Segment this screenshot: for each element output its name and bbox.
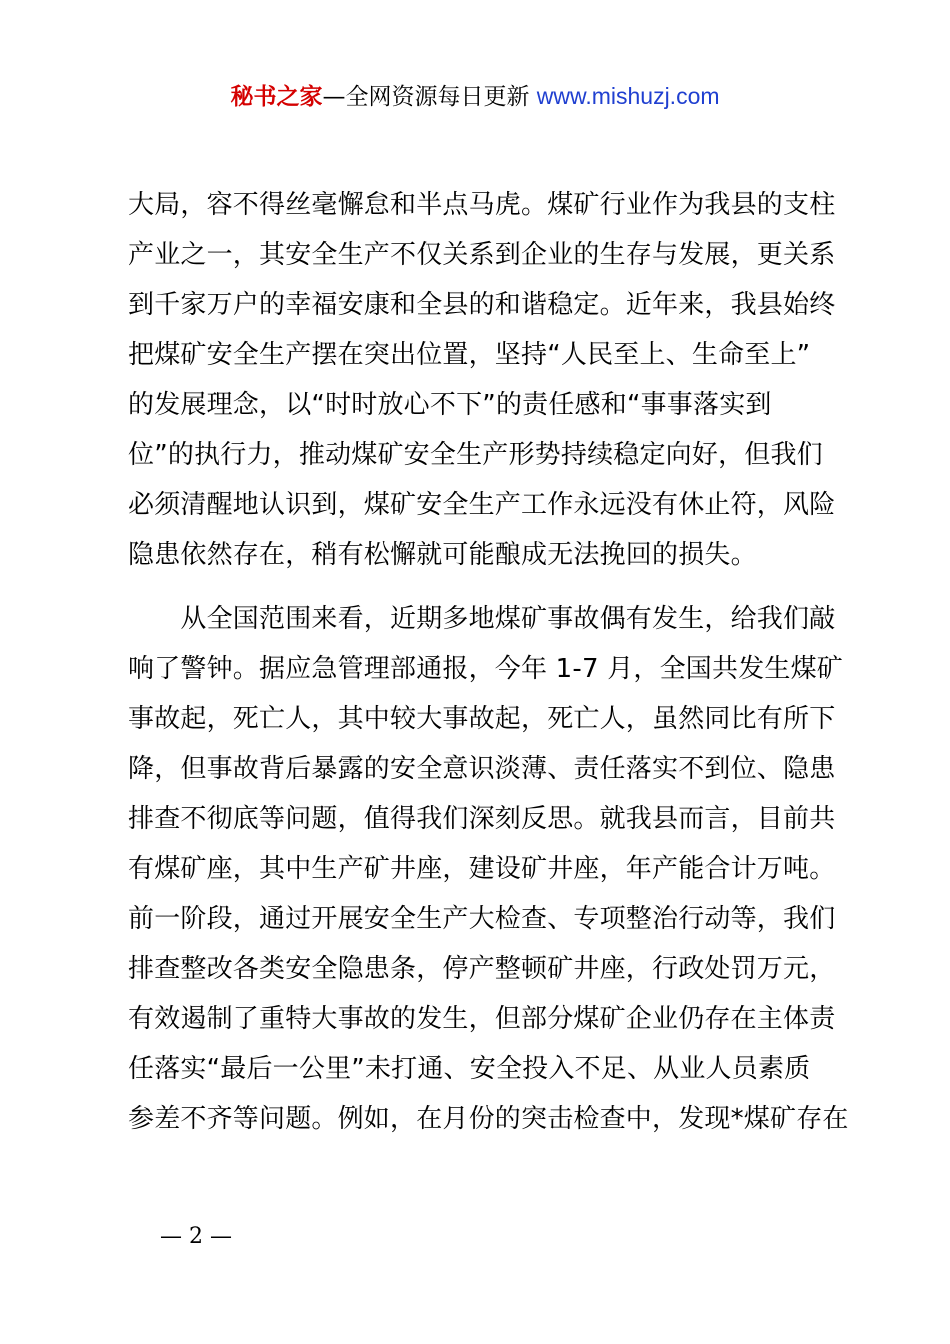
document-body (128, 180, 848, 1144)
text-line: 把煤矿安全生产摆在突出位置，坚持“人民至上、生命至上” (128, 340, 811, 370)
text-line: 的发展理念，以“时时放心不下”的责任感和“事事落实到 (128, 390, 772, 420)
text-line: 到千家万户的幸福安康和全县的和谐稳定。近年来，我县始终 (128, 290, 836, 320)
text-line: 产业之一，其安全生产不仅关系到企业的生存与发展，更关系 (128, 240, 836, 270)
site-header (0, 80, 950, 113)
text-line: 大局，容不得丝毫懈怠和半点马虎。煤矿行业作为我县的支柱 (128, 190, 836, 220)
text-line: 有煤矿座，其中生产矿井座，建设矿井座，年产能合计万吨。 (128, 854, 836, 884)
text-line: 必须清醒地认识到，煤矿安全生产工作永远没有休止符，风险 (128, 490, 836, 520)
text-line: 参差不齐等问题。例如，在月份的突击检查中，发现*煤矿存在 (128, 1104, 849, 1134)
text-line: 从全国范围来看，近期多地煤矿事故偶有发生，给我们敲 (128, 604, 836, 634)
site-tagline: —全网资源每日更新 (322, 84, 537, 110)
paragraph-spacer (128, 580, 848, 594)
text-line: 降，但事故背后暴露的安全意识淡薄、责任落实不到位、隐患 (128, 754, 836, 784)
text-line: 位”的执行力，推动煤矿安全生产形势持续稳定向好，但我们 (128, 440, 823, 470)
page-number: — 2 — (160, 1224, 232, 1249)
text-line: 隐患依然存在，稍有松懈就可能酿成无法挽回的损失。 (128, 540, 757, 570)
text-line: 响了警钟。据应急管理部通报，今年 1-7 月，全国共发生煤矿 (128, 654, 843, 684)
text-line: 前一阶段，通过开展安全生产大检查、专项整治行动等，我们 (128, 904, 836, 934)
text-line: 排查整改各类安全隐患条，停产整顿矿井座，行政处罚万元， (128, 954, 836, 984)
text-line: 排查不彻底等问题，值得我们深刻反思。就我县而言，目前共 (128, 804, 836, 834)
text-line: 任落实“最后一公里”未打通、安全投入不足、从业人员素质 (128, 1054, 811, 1084)
site-url-link[interactable]: www.mishuzj.com (536, 83, 720, 109)
site-brand: 秘书之家 (230, 84, 323, 110)
paragraph-1 (128, 180, 848, 580)
paragraph-2 (128, 594, 848, 1144)
text-line: 有效遏制了重特大事故的发生，但部分煤矿企业仍存在主体责 (128, 1004, 836, 1034)
text-line: 事故起，死亡人，其中较大事故起，死亡人，虽然同比有所下 (128, 704, 836, 734)
